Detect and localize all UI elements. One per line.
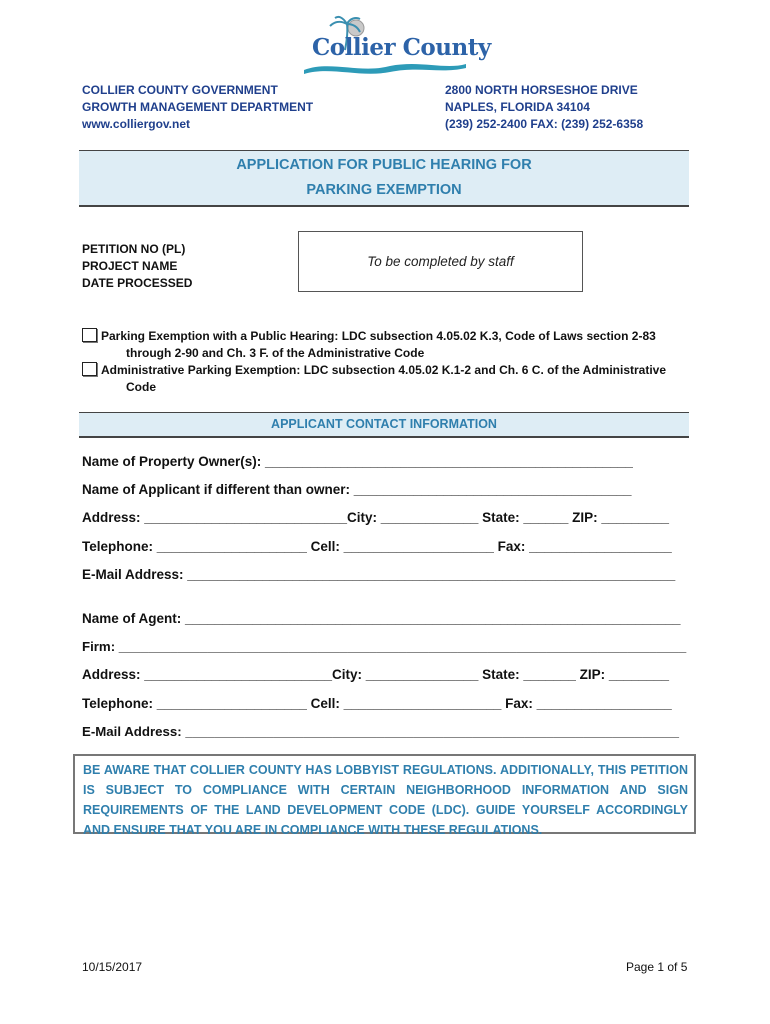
footer-date: 10/15/2017 — [82, 960, 143, 974]
collier-county-logo — [300, 14, 491, 78]
option-administrative — [82, 362, 682, 396]
form-title-line: PARKING EXEMPTION — [306, 182, 462, 198]
page-number: Page 1 of 5 — [626, 960, 688, 974]
administrative-label: Administrative Parking Exemption: LDC subsection 4.05.02 K.1-2 and Ch. 6 C. of the Administrative — [101, 363, 667, 377]
agent-name-field[interactable]: Name of Agent: __________________________________________________________________ — [82, 611, 681, 626]
department-line: COLLIER COUNTY GOVERNMENT — [82, 83, 278, 97]
agent-phone-field[interactable]: Telephone: ____________________ Cell: _____________________ Fax: __________________ — [82, 696, 672, 711]
lobbyist-notice: BE AWARE THAT COLLIER COUNTY HAS LOBBYIST REGULATIONS. ADDITIONALLY, THIS PETITION IS SUBJECT TO COMPLIANCE WITH CERTAIN NEIGHBORHOOD INFORMATION AND SIGN REQUIREMENTS OF THE LAND DEVELOPMENT CODE (LDC). GUIDE YOURSELF ACCORDINGLY AND ENSURE THAT YOU ARE IN COMPLIANCE WITH THESE REGULATIONS. — [73, 754, 696, 834]
department-info — [82, 82, 313, 133]
project-name-label: PROJECT NAME — [82, 259, 178, 273]
option-public-hearing — [82, 328, 682, 362]
form-title — [79, 150, 689, 207]
website-link[interactable]: www.colliergov.net — [82, 117, 191, 131]
department-line: GROWTH MANAGEMENT DEPARTMENT — [82, 100, 314, 114]
date-processed-label: DATE PROCESSED — [82, 276, 193, 290]
applicant-email-field[interactable]: E-Mail Address: _________________________________________________________________ — [82, 567, 676, 582]
address-line: 2800 NORTH HORSESHOE DRIVE — [445, 83, 638, 97]
form-title-line: APPLICATION FOR PUBLIC HEARING FOR — [236, 157, 532, 173]
address-info — [445, 82, 643, 133]
property-owner-field[interactable]: Name of Property Owner(s): _________________________________________________ — [82, 454, 633, 469]
agent-firm-field[interactable]: Firm: _____________________________________________________________________________ — [82, 639, 687, 654]
staff-use-box[interactable] — [298, 231, 583, 292]
public-hearing-label-cont: through 2-90 and Ch. 3 F. of the Administrative Code — [126, 346, 425, 360]
applicant-phone-field[interactable]: Telephone: ____________________ Cell: ____________________ Fax: ___________________ — [82, 539, 672, 554]
staff-note: To be completed by staff — [367, 254, 514, 269]
logo-wordmark: Collier County — [312, 34, 491, 61]
petition-labels — [82, 241, 192, 292]
applicant-contact-section-header: APPLICANT CONTACT INFORMATION — [79, 412, 689, 438]
public-hearing-label: Parking Exemption with a Public Hearing: LDC subsection 4.05.02 K.3, Code of Laws section 2-83 — [101, 329, 656, 343]
administrative-checkbox[interactable] — [82, 362, 97, 376]
applicant-name-field[interactable]: Name of Applicant if different than owner: _____________________________________ — [82, 482, 632, 497]
agent-address-field[interactable]: Address: _________________________City: _______________ State: _______ ZIP: ________ — [82, 667, 669, 682]
phone-fax-line: (239) 252-2400 FAX: (239) 252-6358 — [445, 117, 644, 131]
public-hearing-checkbox[interactable] — [82, 328, 97, 342]
address-line: NAPLES, FLORIDA 34104 — [445, 100, 590, 114]
applicant-address-field[interactable]: Address: ___________________________City: _____________ State: ______ ZIP: _________ — [82, 510, 669, 525]
agent-email-field[interactable]: E-Mail Address: ___________________________________________________________________ — [82, 724, 680, 739]
petition-no-label: PETITION NO (PL) — [82, 242, 186, 256]
administrative-label-cont: Code — [126, 380, 156, 394]
